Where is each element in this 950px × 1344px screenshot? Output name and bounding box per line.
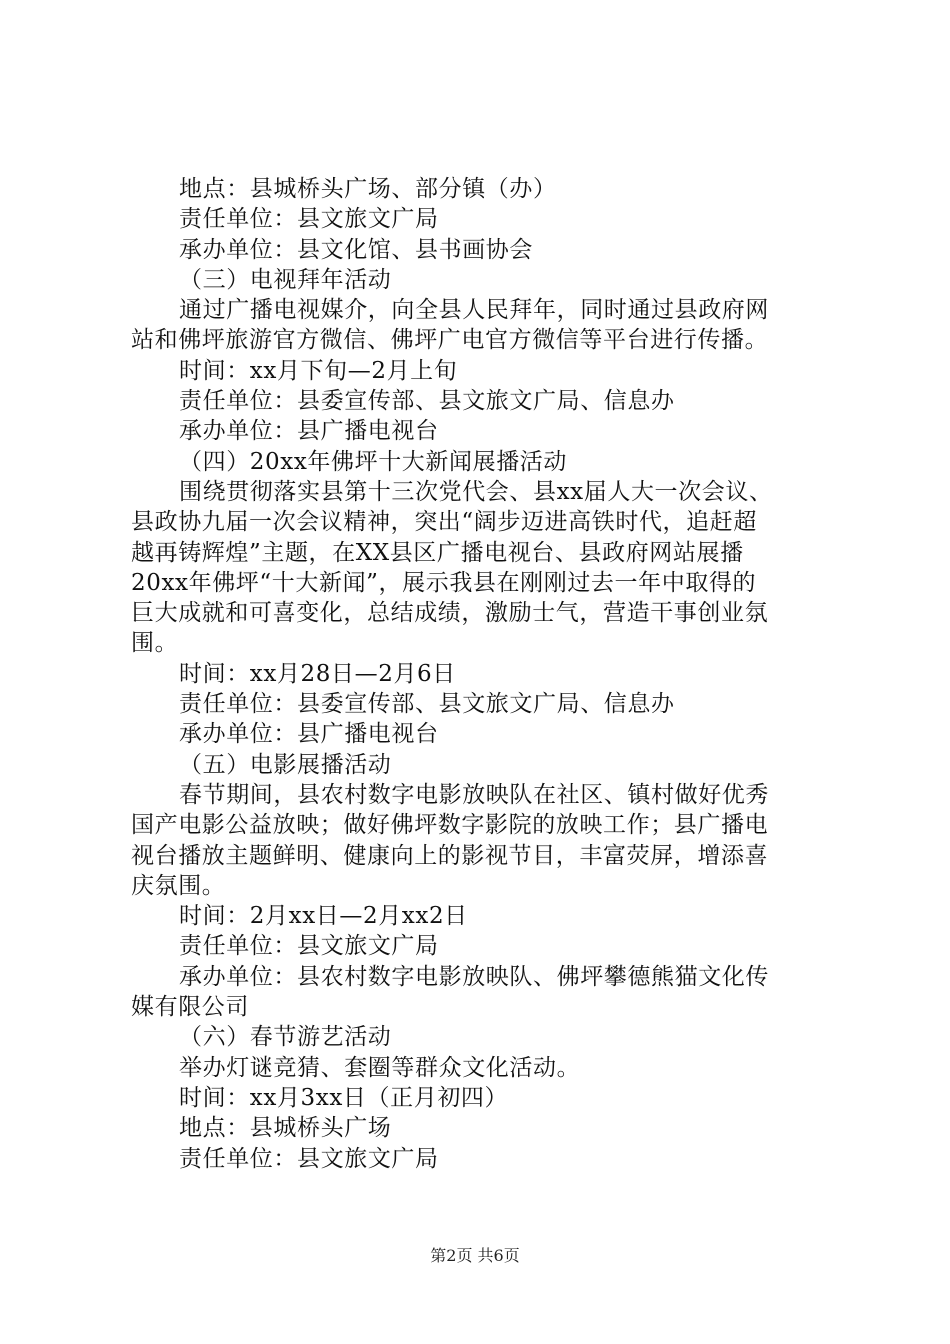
text-line: 责任单位：县文旅文广局: [179, 933, 439, 960]
text-line: 责任单位：县文旅文广局: [179, 1145, 439, 1172]
text-line: 越再铸辉煌”主题，在XX县区广播电视台、县政府网站展播: [131, 539, 744, 566]
text-line: 承办单位：县农村数字电影放映队、佛坪攀德熊猫文化传: [179, 963, 769, 990]
text-line: 举办灯谜竞猜、套圈等群众文化活动。: [179, 1054, 581, 1081]
text-line: 媒有限公司: [131, 994, 249, 1021]
text-line: 时间：xx月28日—2月6日: [179, 660, 456, 687]
text-line: （六）春节游艺活动: [179, 1024, 392, 1051]
text-line: 围。: [131, 630, 179, 657]
text-line: 巨大成就和可喜变化，总结成绩，激励士气，营造干事创业氛: [131, 600, 769, 627]
text-line: 县政协九届一次会议精神，突出“阔步迈进高铁时代，追赶超: [131, 509, 757, 536]
text-line: 时间：xx月下旬—2月上旬: [179, 357, 458, 384]
text-line: 地点：县城桥头广场、部分镇（办）: [179, 176, 557, 202]
text-line: 国产电影公益放映；做好佛坪数字影院的放映工作；县广播电: [131, 812, 769, 839]
text-line: 承办单位：县文化馆、县书画协会: [179, 236, 533, 263]
text-line: 通过广播电视媒介，向全县人民拜年，同时通过县政府网: [179, 297, 769, 324]
text-line: （四）20xx年佛坪十大新闻展播活动: [179, 448, 568, 475]
text-line: 20xx年佛坪“十大新闻”，展示我县在刚刚过去一年中取得的: [131, 569, 757, 596]
text-line: 庆氛围。: [131, 872, 226, 899]
text-line: 责任单位：县委宣传部、县文旅文广局、信息办: [179, 388, 675, 415]
text-line: 站和佛坪旅游官方微信、佛坪广电官方微信等平台进行传播。: [131, 327, 769, 354]
page-footer: 第2页 共6页: [430, 1246, 520, 1265]
text-line: 地点：县城桥头广场: [179, 1115, 392, 1142]
text-line: 视台播放主题鲜明、健康向上的影视节目，丰富荧屏，增添喜: [131, 842, 769, 869]
text-line: 围绕贯彻落实县第十三次党代会、县xx届人大一次会议、: [179, 478, 773, 505]
text-line: 春节期间，县农村数字电影放映队在社区、镇村做好优秀: [179, 781, 769, 808]
document-body: [131, 174, 831, 1174]
text-line: 时间：xx月3xx日（正月初四）: [179, 1084, 509, 1111]
text-line: （五）电影展播活动: [179, 751, 392, 778]
text-line: （三）电视拜年活动: [179, 266, 392, 293]
text-line: 责任单位：县文旅文广局: [179, 206, 439, 233]
text-line: 承办单位：县广播电视台: [179, 721, 439, 748]
text-line: 承办单位：县广播电视台: [179, 418, 439, 445]
text-line: 时间：2月xx日—2月xx2日: [179, 903, 468, 930]
text-line: 责任单位：县委宣传部、县文旅文广局、信息办: [179, 691, 675, 718]
